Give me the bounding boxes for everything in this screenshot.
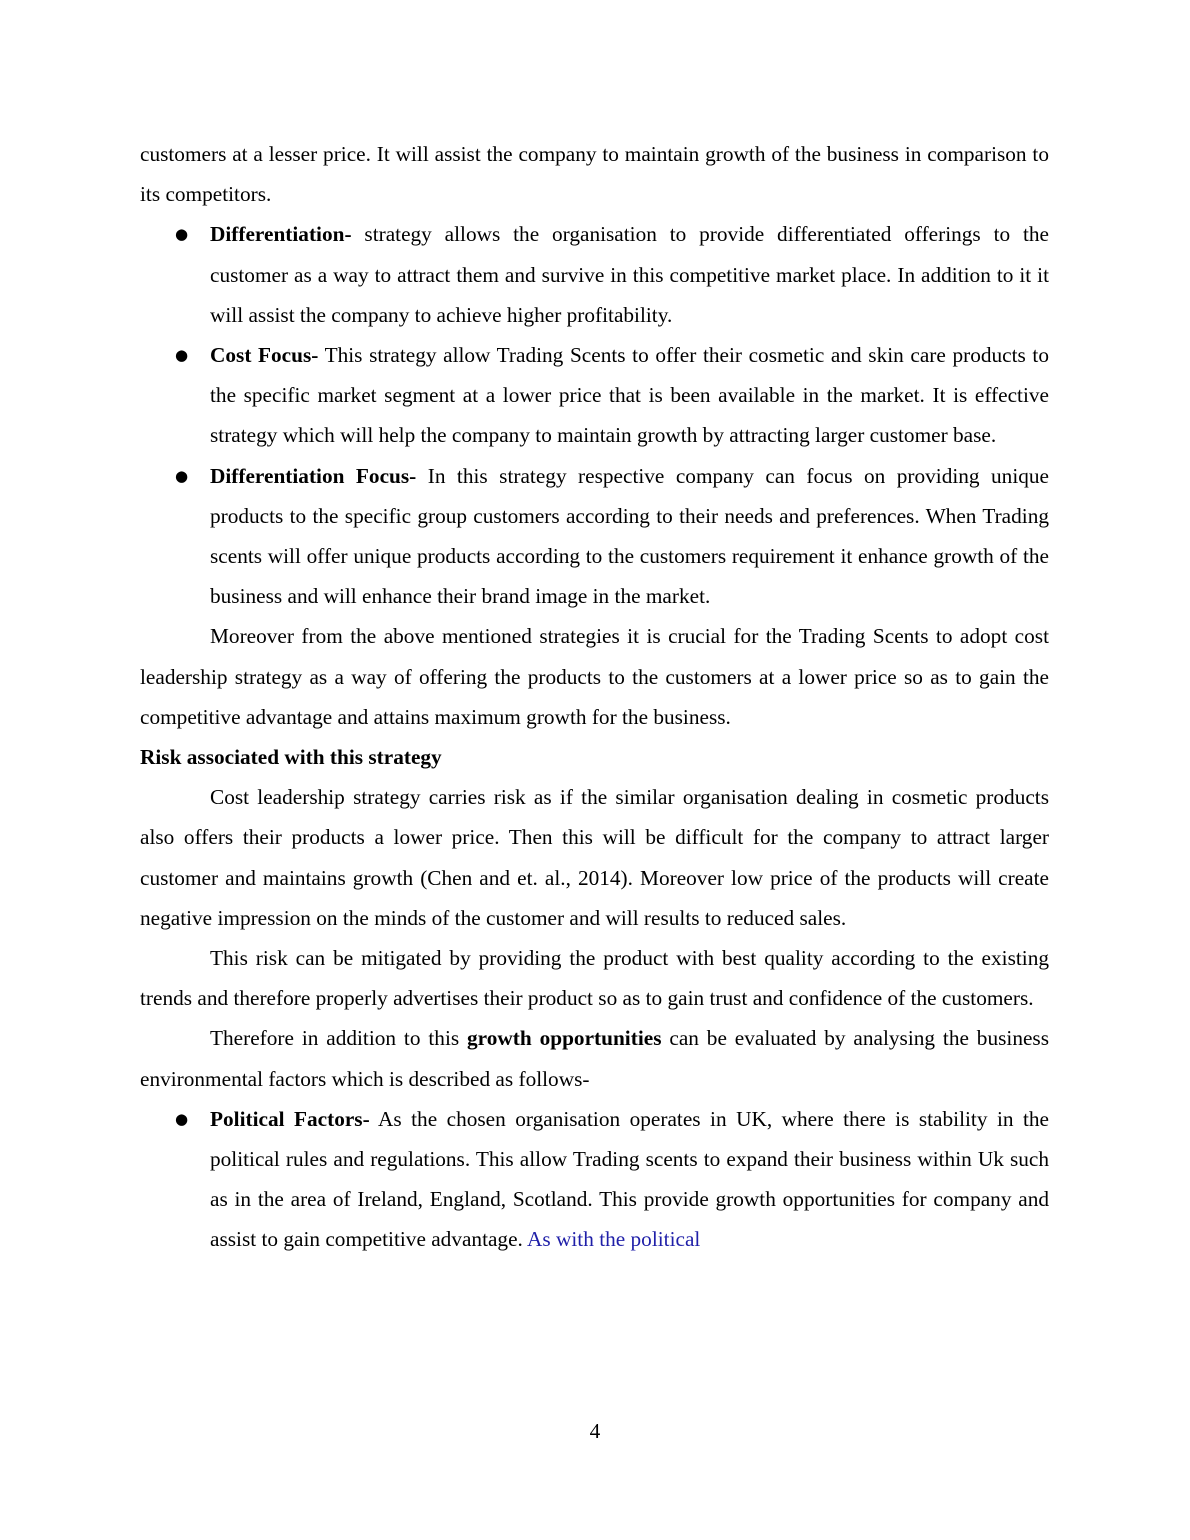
bullet-icon: ● <box>175 466 189 485</box>
list-item-cost-focus <box>140 335 1049 456</box>
term-political-factors: Political Factors- <box>210 1106 370 1131</box>
section-heading-risk: Risk associated with this strategy <box>140 745 442 770</box>
growth-opportunities-bold: growth opportunities <box>467 1026 662 1051</box>
continuation-paragraph: customers at a lesser price. It will assist the company to maintain growth of the business in comparison to its competitors. <box>140 142 1049 207</box>
list-item-political-factors <box>140 1099 1049 1260</box>
environment-factors-list <box>140 1099 1049 1260</box>
moreover-paragraph: Moreover from the above mentioned strategies it is crucial for the Trading Scents to adopt cost leadership strategy as a way of offering the products to the customers at a lower price so as to gain the competitive advantage and attains maximum growth for the business. <box>140 624 1049 729</box>
page-number: 4 <box>589 1419 601 1443</box>
growth-paragraph-lead: Therefore in addition to this <box>210 1026 468 1051</box>
risk-paragraph: Cost leadership strategy carries risk as if the similar organisation dealing in cosmetic products also offers their products a lower price. Then this will be difficult for the company to attract larger customer and maintains growth (Chen and et. al., 2014). Moreover low price of the products will create negative impression on the minds of the customer and will results to reduced sales. <box>140 785 1049 930</box>
text-differentiation: strategy allows the organisation to provide differentiated offerings to the customer as a way to attract them and survive in this competitive market place. In addition to it it will assist the company to achieve higher profitability. <box>210 222 1049 327</box>
term-differentiation: Differentiation- <box>210 222 352 247</box>
document-body <box>140 134 1049 1260</box>
list-item-differentiation-focus <box>140 456 1049 617</box>
growth-paragraph <box>140 1018 1049 1098</box>
strategy-list <box>140 214 1049 616</box>
text-cost-focus: This strategy allow Trading Scents to offer their cosmetic and skin care products to the specific market segment at a lower price that is been available in the market. It is effective strategy which will help the company to maintain growth by attracting larger customer base. <box>210 343 1049 448</box>
bullet-icon: ● <box>175 346 189 365</box>
text-differentiation-focus: In this strategy respective company can focus on providing unique products to the specific group customers according to their needs and preferences. When Trading scents will offer unique products according to the customers requirement it enhance growth of the business and will enhance their brand image in the market. <box>210 463 1049 609</box>
term-differentiation-focus: Differentiation Focus- <box>210 463 417 488</box>
text-political-factors: As the chosen organisation operates in UK, where there is stability in the political rules and regulations. This allow Trading scents to expand their business within Uk such as in the area of Ireland, England, Scotland. This provide growth opportunities for company and assist to gain competitive advantage. <box>210 1106 1050 1252</box>
highlighted-text: As with the political <box>527 1227 701 1252</box>
bullet-icon: ● <box>175 1109 189 1128</box>
bullet-icon: ● <box>175 225 189 244</box>
list-item-differentiation <box>140 214 1049 335</box>
mitigation-paragraph: This risk can be mitigated by providing the product with best quality according to the existing trends and therefore properly advertises their product so as to gain trust and confidence of the customers. <box>140 946 1049 1011</box>
growth-paragraph-rest: can be evaluated by analysing the business environmental factors which is described as follows- <box>140 1026 1049 1091</box>
term-cost-focus: Cost Focus- <box>210 343 319 368</box>
